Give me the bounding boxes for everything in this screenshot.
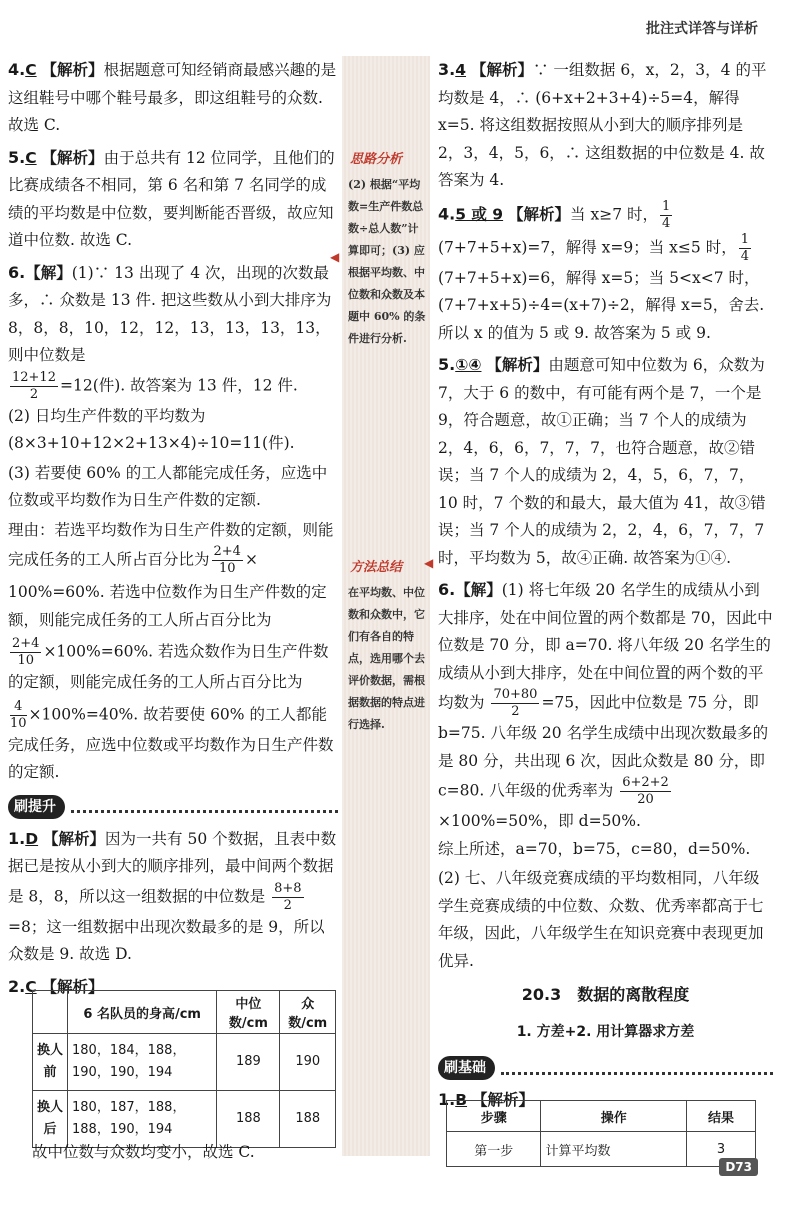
height-table: 6 名队员的身高/cm 中位数/cm 众数/cm 换人前 180，184，188，190，190，194 189 190 换人后 180，187，188，188，190，194 188 188 [32, 990, 336, 1148]
fraction: $\frac{2+4}{10}$ [12, 636, 40, 668]
table-row: 换人后 180，187，188，188，190，194 188 188 [33, 1091, 336, 1148]
fraction: $\frac{12+12}{2}$ [12, 369, 56, 402]
annotation-sidebar [342, 56, 430, 1156]
answer-4: 4.C 【解析】根据题意可知经销商最感兴趣的是这组鞋号中哪个鞋号最多，即这组鞋号的众数. 故选 C. [8, 60, 337, 134]
answer-4r: 4.5 或 9 【解析】当 x≥7 时， $\frac{1}{4}$ (7+7+5+x)=7，解得 x=9；当 x≤5 时， $\frac{1}{4}$ (7+7+5+x)=6，解得 x=5；当 5<x<7 时，(7+7+x+5)÷4=(x+7)÷2，解得 x=5，舍去. 所以 x 的值为 5 或 9. 故答案为 5 或 9. [438, 198, 765, 342]
improve-answer-2: 2.C 【解析】 [8, 976, 104, 996]
answer-5: 5.C 【解析】由于总共有 12 位同学，且他们的比赛成绩各不相同，第 6 名和第 7 名同学的成绩的平均数是中位数，要判断能否晋级，故应知道中位数. 故选 C. [8, 147, 335, 249]
answer-6r: 6.【解】(1) 将七年级 20 名学生的成绩从小到大排序，处在中间位置的两个数都是 70，因此中位数是 70 分，即 a=70. 将八年级 20 名学生的成绩从小到大排序，处在中间位置的两个数的平均数为 $\frac{70+80}{2}$ =75，因此中位数是 75 分，即 b=75. 八年级 20 名学生成绩中出现次数最多的是 80 分，共出现 6 次，因此众数是 80 分，即 c=80. 八年级的优秀率为 $\frac{6+2+2}{20}$ ×100%=50%，即 d=50%. 综上所述，a=70，b=75，c=80，d=50%. (2) 七、八年级竞赛成绩的平均数相同，八年级学生竞赛成绩的中位数、众数、优秀率都高于七年级，因此，八年级学生在知识竞赛中表现更加优异. [438, 580, 773, 970]
section-header-shua-jichu: 刷基础 [438, 1056, 773, 1080]
table-row: 第一步 计算平均数 3 [447, 1132, 756, 1167]
pointer-arrow-icon: ◀ [424, 556, 434, 570]
answer-3: 3.4 【解析】∵ 一组数据 6，x，2，3，4 的平均数是 4，∴ (6+x+2+3+4)÷5=4，解得 x=5. 将这组数据按照从小到大的顺序排列是 2，3，4，5，6，∴ 这组数据的中位数是 4. 故答案为 4. [438, 60, 767, 189]
left-column [8, 56, 338, 1005]
answer-2-tail: 故中位数与众数均变小，故选 C. [32, 1143, 255, 1161]
fraction: $\frac{8+8}{2}$ [274, 880, 302, 913]
answer-5r: 5.①④ 【解析】由题意可知中位数为 6，众数为 7，大于 6 的数中，有可能有两个是 7，一个是 9，符合题意，故①正确；当 7 个人的成绩为 2，4，6，6，7，7，7，也符合题意，故②错误；当 7 个人的成绩为 2，4，5，6，7，7，10 时，7 个数的和最大，最大值为 41，故③错误；当 7 个人的成绩为 2，2，4，6，7，7，7 时，平均数为 5，故④正确. 故答案为①④. [438, 355, 766, 567]
fraction: $\frac{1}{4}$ [740, 231, 749, 264]
pointer-arrow-icon: ◀ [330, 250, 340, 264]
fraction: $\frac{70+80}{2}$ [493, 687, 538, 719]
fraction: $\frac{1}{4}$ [662, 198, 671, 231]
fraction: $\frac{6+2+2}{20}$ [622, 775, 669, 807]
table-row: 换人前 180，184，188，190，190，194 189 190 [33, 1034, 336, 1091]
answer-6: 6.【解】(1)∵ 13 出现了 4 次，出现的次数最多，∴ 众数是 13 件. 把这些数从小到大排序为 8，8，8，10，12，12，13，13，13，13，则中位数是 $\frac{12+12}{2}$ =12(件). 故答案为 13 件，12 件. (2) 日均生产件数的平均数为(8×3+10+12×2+13×4)÷10=11(件). (3) 若要使 60% 的工人都能完成任务，应选中位数或平均数作为日生产件数的定额. 理由：若选平均数作为日生产件数的定额，则能完成任务的工人所占百分比为 $\frac{2+4}{10}$ × 100%=60%. 若选中位数作为日生产件数的定额，则能完成任务的工人所占百分比为 $\frac{2+4}{10}$ ×100%=60%. 若选众数作为日生产件数的定额，则能完成任务的工人所占百分比为 $\frac{4}{10}$ ×100%=40%. 故若要使 60% 的工人都能完成任务，应选中位数或平均数作为日生产件数的定额. [8, 262, 334, 781]
sidebar-note-thinking: (2) 根据“平均数=生产件数总数÷总人数”计算即可；(3) 应根据平均数、中位数和众数及本题中 60% 的条件进行分析. [348, 178, 426, 345]
fraction: $\frac{2+4}{10}$ [213, 544, 241, 576]
section-header-shua-tisheng: 刷提升 [8, 795, 338, 819]
sidebar-title-method: 方法总结 [350, 560, 403, 575]
page-number: D73 [719, 1158, 758, 1176]
improve-answer-1: 1.D 【解析】因为一共有 50 个数据，且表中数据已是按从小到大的顺序排列，最中间两个数据是 8，8，所以这一组数据的中位数是 $\frac{8+8}{2}$ =8；这一组数据中出现次数最多的是 9，所以众数是 9. 故选 D. [8, 828, 337, 963]
subsection-title: 1. 方差+2. 用计算器求方差 [516, 1023, 695, 1040]
basic-answer-1: 1.B 【解析】 [438, 1090, 534, 1109]
right-column [438, 56, 773, 1119]
fraction: $\frac{4}{10}$ [10, 698, 27, 731]
section-title: 20.3 数据的离散程度 [521, 985, 690, 1004]
steps-table: 步骤 操作 结果 第一步 计算平均数 3 [446, 1100, 756, 1167]
sidebar-note-method: 在平均数、中位数和众数中，它们有各自的特点，选用哪个去评价数据，需根据数据的特点进行选择. [348, 586, 425, 731]
sidebar-title-thinking: 思路分析 [350, 152, 403, 167]
page-header: 批注式详答与详析 [646, 21, 758, 37]
